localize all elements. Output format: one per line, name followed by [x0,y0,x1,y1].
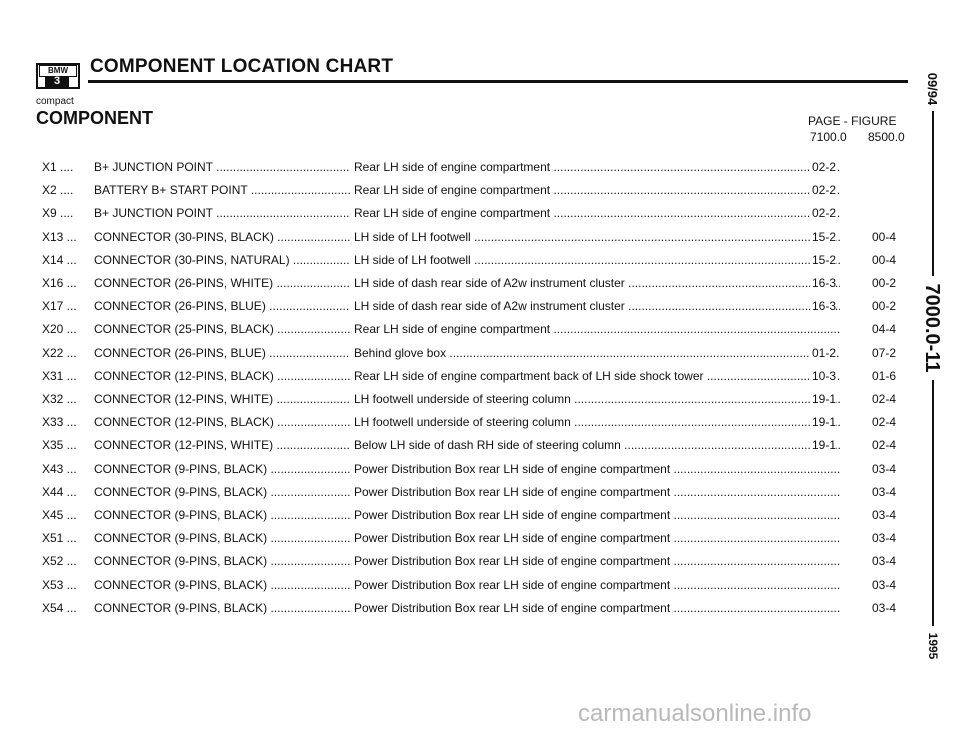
row-location: LH side of dash rear side of A2w instrument cluster ..... [354,273,840,293]
row-component: CONNECTOR (25-PINS, BLACK) ..... [94,319,350,339]
row-page: 19-1 [810,412,836,432]
logo-series: 3 [45,76,69,87]
row-page: 15-2 [810,250,836,270]
table-row [0,203,930,223]
row-id: X16 ... [42,276,77,290]
margin-date: 09/94 [923,67,941,111]
row-component: CONNECTOR (12-PINS, WHITE) ..... [94,389,350,409]
table-row [0,296,930,316]
table-row [0,343,930,363]
row-component: CONNECTOR (9-PINS, BLACK) ..... [94,551,350,571]
row-id: X31 ... [42,368,77,383]
row-figure: 03-4 [872,461,897,476]
row-figure: 03-4 [872,508,897,522]
page-title: COMPONENT LOCATION CHART [90,56,394,77]
row-component: CONNECTOR (26-PINS, WHITE) ..... [94,273,350,293]
table-row [0,180,930,200]
row-component: CONNECTOR (12-PINS, WHITE) ..... [94,435,350,455]
row-id: X51 ... [42,531,77,546]
margin-section-number: 7000.0-11 [920,276,944,380]
table-row [0,389,930,409]
row-id: X32 ... [42,392,77,406]
row-figure: 03-4 [872,554,897,569]
row-location: Rear LH side of engine compartment ..... [354,157,840,177]
row-page: 01-2 [810,343,836,363]
row-figure: 01-6 [872,368,897,383]
row-id: X53 ... [42,577,77,592]
row-location: Power Distribution Box rear LH side of engine compartment ..... [354,551,840,571]
row-id: X44 ... [42,484,77,499]
title-rule [88,80,908,83]
row-id: X2 .... [42,183,74,198]
row-component: CONNECTOR (12-PINS, BLACK) ..... [94,412,350,432]
row-figure: 03-4 [872,484,897,499]
row-component: CONNECTOR (9-PINS, BLACK) ..... [94,575,350,595]
row-component: CONNECTOR (30-PINS, BLACK) ..... [94,227,350,247]
row-id: X43 ... [42,461,77,476]
row-page: 16-3 [810,296,836,316]
page-figure-heading: PAGE - FIGURE [808,114,897,128]
row-page: 15-2 [810,227,836,247]
code-8500-heading: 8500.0 [868,130,905,144]
row-figure: 00-2 [872,276,897,290]
row-id: X14 ... [42,252,77,267]
row-id: X52 ... [42,554,77,569]
table-row [0,250,930,270]
table-row [0,366,930,386]
table-row [0,273,930,293]
row-location: LH footwell underside of steering column ..... [354,389,840,409]
row-figure: 02-4 [872,415,897,430]
row-location: Power Distribution Box rear LH side of engine compartment ..... [354,482,840,502]
row-location: Power Distribution Box rear LH side of engine compartment ..... [354,528,840,548]
row-figure: 00-4 [872,252,897,267]
table-row [0,157,930,177]
row-component: CONNECTOR (9-PINS, BLACK) ..... [94,505,350,525]
row-id: X33 ... [42,415,77,430]
code-7100-heading: 7100.0 [810,130,847,144]
row-figure: 02-4 [872,438,897,453]
logo-brand: BMW [39,65,77,77]
row-figure: 03-4 [872,577,897,592]
row-id: X1 .... [42,160,74,174]
margin-year: 1995 [925,626,941,666]
table-row [0,435,930,455]
row-component: B+ JUNCTION POINT ..... [94,203,350,223]
row-location: LH footwell underside of steering column ..... [354,412,840,432]
row-location: Rear LH side of engine compartment ..... [354,180,840,200]
row-id: X9 .... [42,206,74,221]
table-row [0,482,930,502]
row-component: CONNECTOR (9-PINS, BLACK) ..... [94,528,350,548]
row-id: X13 ... [42,229,77,244]
row-component: CONNECTOR (9-PINS, BLACK) ..... [94,598,350,618]
row-id: X45 ... [42,508,77,522]
row-id: X54 ... [42,600,77,615]
row-page: 02-2 [810,203,836,223]
watermark: carmanualsonline.info [578,700,812,727]
component-heading: COMPONENT [36,108,153,128]
row-component: CONNECTOR (26-PINS, BLUE) ..... [94,296,350,316]
row-location: Power Distribution Box rear LH side of engine compartment ..... [354,459,840,479]
table-row [0,598,930,618]
row-location: LH side of LH footwell ..... [354,227,840,247]
row-figure: 00-2 [872,299,897,314]
table-row [0,528,930,548]
row-figure: 04-4 [872,322,897,337]
row-location: Power Distribution Box rear LH side of engine compartment ..... [354,598,840,618]
row-location: LH side of dash rear side of A2w instrument cluster ..... [354,296,840,316]
row-figure: 03-4 [872,600,897,615]
row-page: 19-1 [810,435,836,455]
row-figure: 03-4 [872,531,897,546]
table-row [0,319,930,339]
row-location: Rear LH side of engine compartment back of LH side shock tower ..... [354,366,840,386]
table-row [0,505,930,525]
row-component: CONNECTOR (9-PINS, BLACK) ..... [94,459,350,479]
row-figure: 00-4 [872,229,897,244]
row-page: 10-3 [810,366,836,386]
row-component: BATTERY B+ START POINT ..... [94,180,350,200]
row-figure: 02-4 [872,392,897,406]
row-id: X20 ... [42,322,77,337]
row-component: CONNECTOR (9-PINS, BLACK) ..... [94,482,350,502]
table-row [0,412,930,432]
row-page: 19-1 [810,389,836,409]
row-figure: 07-2 [872,345,897,360]
row-location: Behind glove box ..... [354,343,840,363]
logo-sub: compact [36,96,74,107]
row-location: Power Distribution Box rear LH side of engine compartment ..... [354,505,840,525]
row-location: LH side of LH footwell ..... [354,250,840,270]
row-location: Below LH side of dash RH side of steering column ..... [354,435,840,455]
row-id: X35 ... [42,438,77,453]
row-page: 16-3 [810,273,836,293]
row-component: CONNECTOR (30-PINS, NATURAL) ..... [94,250,350,270]
row-component: B+ JUNCTION POINT ..... [94,157,350,177]
row-component: CONNECTOR (12-PINS, BLACK) ..... [94,366,350,386]
table-row [0,551,930,571]
bmw-logo [36,63,80,97]
row-id: X22 ... [42,345,77,360]
row-location: Power Distribution Box rear LH side of engine compartment ..... [354,575,840,595]
row-location: Rear LH side of engine compartment ..... [354,203,840,223]
row-id: X17 ... [42,299,77,314]
row-location: Rear LH side of engine compartment ..... [354,319,840,339]
table-row [0,459,930,479]
row-component: CONNECTOR (26-PINS, BLUE) ..... [94,343,350,363]
table-row [0,227,930,247]
row-page: 02-2 [810,180,836,200]
table-row [0,575,930,595]
row-page: 02-2 [810,157,836,177]
